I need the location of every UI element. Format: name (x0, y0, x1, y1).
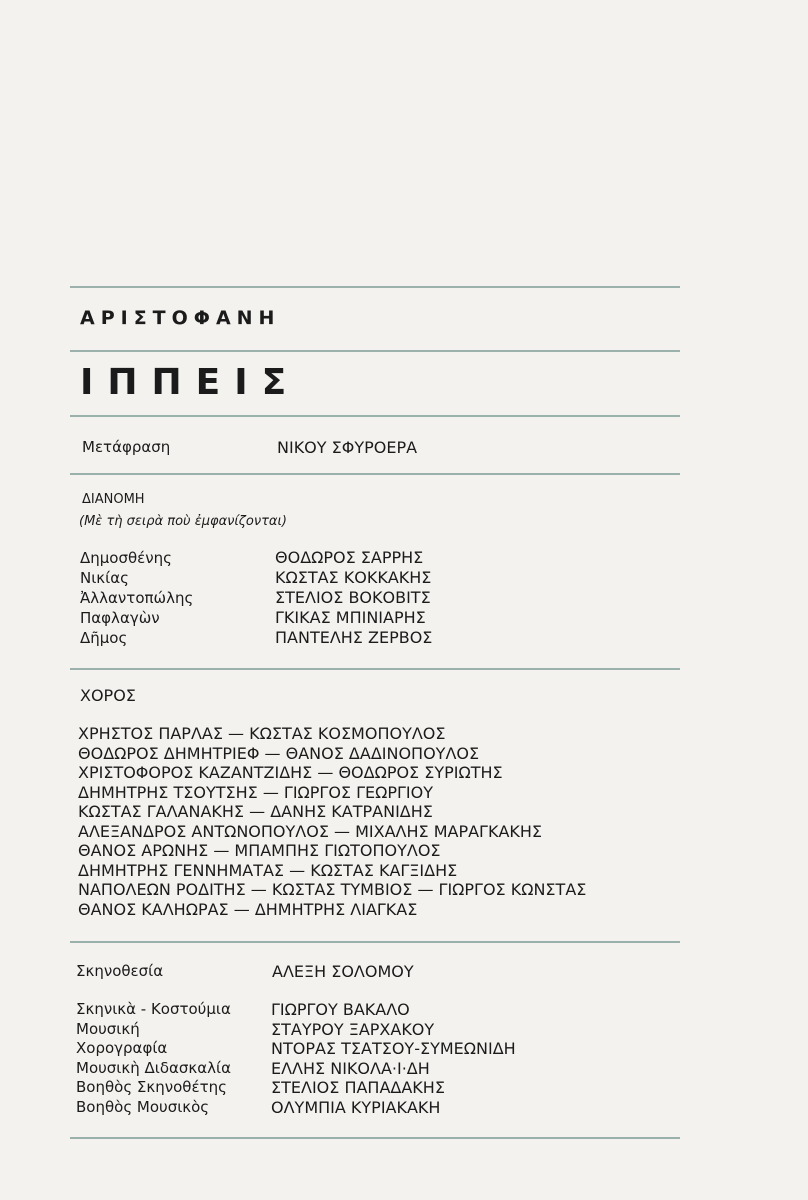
divider (70, 473, 680, 475)
author-name: ΑΡΙΣΤΟΦΑΝΗ (80, 307, 281, 329)
cast-subheading: (Μὲ τὴ σειρὰ ποὺ ἐμφανίζονται) (79, 514, 287, 529)
actor-name: ΠΑΝΤΕΛΗΣ ΖΕΡΒΟΣ (275, 628, 433, 647)
role-name: Νικίας (80, 569, 129, 587)
chorus-list (78, 724, 586, 919)
crew-role: Χορογραφία (76, 1039, 168, 1057)
chorus-line: ΧΡΗΣΤΟΣ ΠΑΡΛΑΣ — ΚΩΣΤΑΣ ΚΟΣΜΟΠΟΥΛΟΣ (78, 724, 446, 743)
chorus-line: ΧΡΙΣΤΟΦΟΡΟΣ ΚΑΖΑΝΤΖΙΔΗΣ — ΘΟΔΩΡΟΣ ΣΥΡΙΩΤΗΣ (78, 763, 503, 782)
role-name: Ἀλλαντοπώλης (80, 589, 194, 607)
translation-label: Μετάφραση (82, 438, 171, 456)
cast-roles-list (80, 548, 193, 648)
chorus-line: ΚΩΣΤΑΣ ΓΑΛΑΝΑΚΗΣ — ΔΑΝΗΣ ΚΑΤΡΑΝΙΔΗΣ (78, 802, 433, 821)
cast-heading: ΔΙΑΝΟΜΗ (82, 492, 145, 507)
divider (70, 668, 680, 670)
crew-role: Σκηνικὰ - Κοστούμια (76, 1000, 231, 1018)
divider (70, 941, 680, 943)
chorus-line: ΘΑΝΟΣ ΑΡΩΝΗΣ — ΜΠΑΜΠΗΣ ΓΙΩΤΟΠΟΥΛΟΣ (78, 841, 441, 860)
crew-role: Μουσικὴ Διδασκαλία (76, 1058, 231, 1077)
cast-actors-list (275, 548, 432, 648)
crew-name: ΕΛΛΗΣ ΝΙΚΟΛΑ·Ι·ΔΗ (271, 1058, 430, 1078)
crew-name: ΓΙΩΡΓΟΥ ΒΑΚΑΛΟ (271, 1000, 410, 1019)
crew-name: ΣΤΕΛΙΟΣ ΠΑΠΑΔΑΚΗΣ (271, 1078, 445, 1097)
divider (70, 415, 680, 417)
translation-value: ΝΙΚΟΥ ΣΦΥΡΟΕΡΑ (277, 438, 418, 457)
crew-name: ΣΤΑΥΡΟΥ ΞΑΡΧΑΚΟΥ (271, 1019, 435, 1039)
actor-name: ΓΚΙΚΑΣ ΜΠΙΝΙΑΡΗΣ (275, 608, 426, 627)
chorus-line: ΘΑΝΟΣ ΚΑΛΗΩΡΑΣ — ΔΗΜΗΤΡΗΣ ΛΙΑΓΚΑΣ (78, 899, 418, 919)
actor-name: ΣΤΕΛΙΟΣ ΒΟΚΟΒΙΤΣ (275, 588, 431, 607)
actor-name: ΘΟΔΩΡΟΣ ΣΑΡΡΗΣ (275, 548, 424, 567)
chorus-line: ΔΗΜΗΤΡΗΣ ΤΣΟΥΤΣΗΣ — ΓΙΩΡΓΟΣ ΓΕΩΡΓΙΟΥ (78, 782, 434, 802)
crew-role: Βοηθὸς Μουσικὸς (76, 1097, 210, 1116)
actor-name: ΚΩΣΤΑΣ ΚΟΚΚΑΚΗΣ (275, 568, 432, 587)
chorus-line: ΑΛΕΞΑΝΔΡΟΣ ΑΝΤΩΝΟΠΟΥΛΟΣ — ΜΙΧΑΛΗΣ ΜΑΡΑΓΚΑΚΗΣ (78, 821, 543, 841)
chorus-line: ΝΑΠΟΛΕΩΝ ΡΟΔΙΤΗΣ — ΚΩΣΤΑΣ ΤΥΜΒΙΟΣ — ΓΙΩΡΓΟΣ ΚΩΝΣΤΑΣ (78, 880, 587, 899)
chorus-line: ΔΗΜΗΤΡΗΣ ΓΕΝΝΗΜΑΤΑΣ — ΚΩΣΤΑΣ ΚΑΓΞΙΔΗΣ (78, 860, 458, 880)
direction-label: Σκηνοθεσία (76, 962, 164, 980)
crew-values-list (271, 1000, 516, 1117)
crew-name: ΟΛΥΜΠΙΑ ΚΥΡΙΑΚΑΚΗ (271, 1097, 441, 1117)
role-name: Δῆμος (80, 629, 128, 647)
play-title: ΙΠΠΕΙΣ (80, 362, 301, 403)
divider (70, 350, 680, 352)
divider-bottom (70, 1137, 680, 1139)
direction-value: ΑΛΕΞΗ ΣΟΛΟΜΟΥ (272, 962, 414, 981)
role-name: Παφλαγὼν (80, 609, 160, 627)
divider-top (70, 286, 680, 288)
chorus-heading: ΧΟΡΟΣ (80, 686, 136, 705)
crew-role: Βοηθὸς Σκηνοθέτης (76, 1078, 227, 1096)
chorus-line: ΘΟΔΩΡΟΣ ΔΗΜΗΤΡΙΕΦ — ΘΑΝΟΣ ΔΑΔΙΝΟΠΟΥΛΟΣ (78, 743, 480, 763)
crew-role: Μουσική (76, 1019, 140, 1038)
crew-name: ΝΤΟΡΑΣ ΤΣΑΤΣΟΥ-ΣΥΜΕΩΝΙΔΗ (271, 1039, 516, 1058)
role-name: Δημοσθένης (80, 549, 172, 567)
crew-labels-list (76, 1000, 231, 1117)
